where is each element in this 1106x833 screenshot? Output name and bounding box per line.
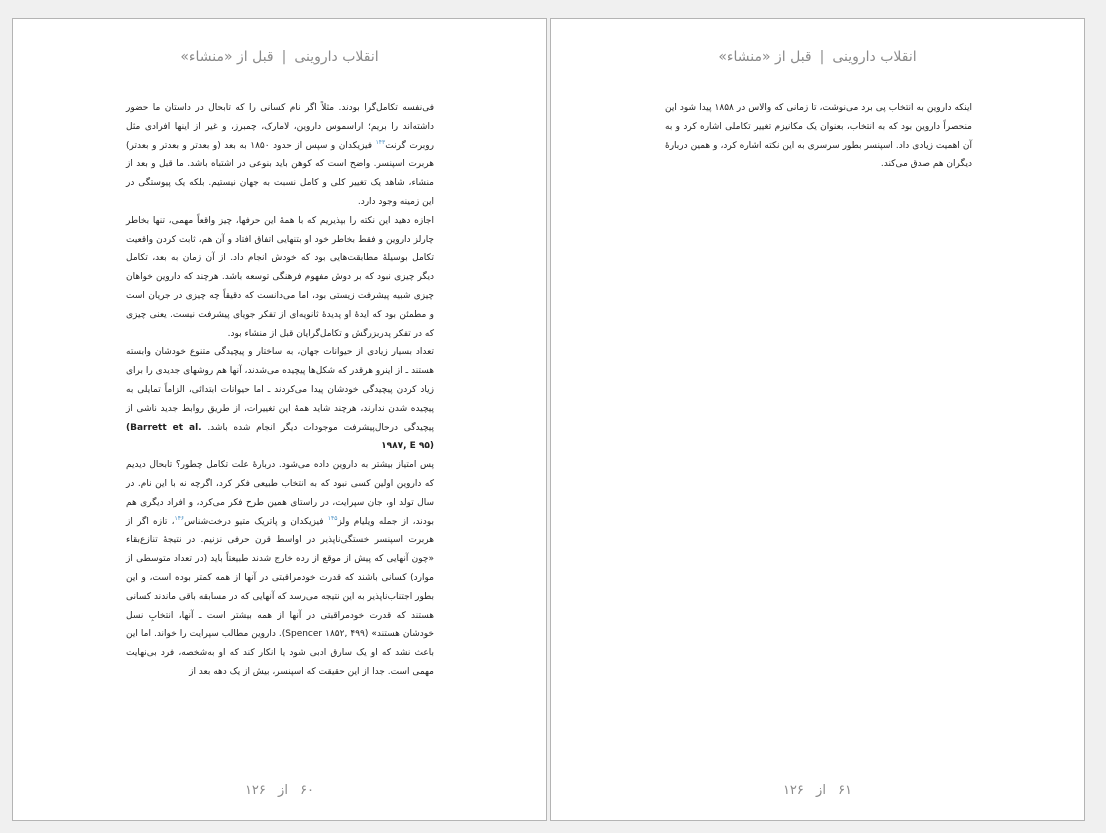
book-title: انقلاب داروینی	[832, 49, 917, 65]
book-title: انقلاب داروینی	[294, 49, 379, 65]
footnote-marker[interactable]: ۱۴۶	[174, 514, 185, 522]
of-label: از	[816, 783, 826, 798]
page-number: ۶۱	[838, 783, 853, 798]
paragraph: اجازه دهید این نکته را بپذیریم که با همهٔ این حرفها، چیز واقعاً مهمی، تنها بخاطر چارلز داروین و فقط بخاطر خود او بتنهایی اتفاق افتاد و آن هم، ثابت کردن واقعیت تکامل بوسیلهٔ مطابقت‌هایی بود که خودش انجام داد. از آن زمان به بعد، تکامل دیگر چیزی نبود که بر دوش مفهوم فرهنگی توسعه باشد. هرچند که داروین خواهان چیزی شبیه پیشرفت زیستی بود، اما می‌دانست که دقیقاً چه چیزی در جریان است و مطمئن بود که ایدهٔ او پدیدهٔ ثانویه‌ای از تفکر جویای پیشرفت نیست. یعنی چیزی که در تفکر پدربزرگش و تکامل‌گرایان قبل از منشاء بود.	[126, 215, 434, 339]
total-pages: ۱۲۶	[782, 783, 804, 798]
running-header	[13, 49, 546, 65]
paragraph: تعداد بسیار زیادی از حیوانات جهان، به ساختار و پیچیدگی متنوع خودشان وابسته هستند ـ از اینرو هرقدر که شکل‌ها پیچیده می‌شدند، آنها هم روشهای جدیدی را برای زیاد کردن پیچیدگی خودشان پیدا می‌کردند ـ اما حیوانات ابتدائی، الزاماً تمایلی به پیچیده شدن ندارند، هرچند شاید همهٔ این تغییرات، از طریق روابط جدید ناشی از پیچیدگی درحال‌پیشرفت موجودات دیگر انجام شده باشد. (Barrett et al. ۱۹۸۷, E ۹۵)	[126, 347, 434, 452]
page-number-footer	[551, 783, 1084, 798]
page-body	[126, 99, 434, 682]
citation: (Barrett et al. ۱۹۸۷, E ۹۵)	[126, 422, 434, 452]
chapter-title: قبل از «منشاء»	[180, 49, 274, 65]
paragraph: فی‌نفسه تکامل‌گرا بودند. مثلاً اگر نام کسانی را که تابحال در داستان ما حضور داشته‌اند را بریم؛ اراسموس داروین، لامارک، چمبرز، و غیر از اینها افرادی مثل روبرت گرنت$^{۱۴۳}$ فیزیکدان و سپس از حدود ۱۸۵۰ به بعد (و بعدتر و بعدتر و بعدتر) هربرت اسپنسر. واضح است که کوهن باید بنوعی در اشتباه باشد. ما قبل و بعد از منشاء، شاهد یک تغییر کلی و کامل نسبت به جهان نیستیم. بلکه یک پیوستگی در این زمینه وجود دارد.	[126, 103, 434, 207]
chapter-title: قبل از «منشاء»	[718, 49, 812, 65]
document-page-61	[550, 18, 1085, 821]
footnote-marker[interactable]: ۱۴۵	[327, 514, 338, 522]
paragraph: پس امتیاز بیشتر به داروین داده می‌شود. دربارهٔ علت تکامل چطور؟ تابحال دیدیم که داروین اولین کسی نبود که به انتخاب طبیعی فکر کرد، اگرچه نه با این نام. در سال تولد او، جان سپرایت، در راستای همین طرح فکر می‌کرد، و افراد دیگری هم بودند، از جمله ویلیام ولز$^{۱۴۵}$ فیزیکدان و پاتریک متیو درخت‌شناس$^{۱۴۶}$، تازه اگر از هربرت اسپنسر خستگی‌ناپذیر در اواسط قرن حرفی نزنیم. در نتیجهٔ تنازع‌بقاء «چون آنهایی که پیش از موقع از رده خارج شدند طبیعتاً باید (در تعداد متوسطی از موارد) کسانی باشند که قدرت خودمراقبتی در آنها از همه کمتر بوده است، و این بطور اجتناب‌ناپذیر به این نتیجه می‌رسد که آنهایی که در مسابقه باقی ماندند کسانی هستند که قدرت خودمراقبتی در آنها از همه بیشتر است ـ آنها، انتخابِ نسل خودشان هستند» (Spencer ۱۸۵۲, ۴۹۹). داروین مطالب سپرایت را خواند. اما این باعث نشد که او یک سارق ادبی شود یا انکار کند که او به‌شخصه، فرد بی‌نهایت مهمی است. جدا از این حقیقت که اسپنسر، بیش از یک دهه بعد از	[126, 460, 434, 677]
page-number-footer	[13, 783, 546, 798]
header-separator: |	[281, 49, 287, 65]
page-number: ۶۰	[300, 783, 315, 798]
page-body	[665, 99, 972, 174]
of-label: از	[278, 783, 288, 798]
document-page-60	[12, 18, 547, 821]
header-separator: |	[819, 49, 825, 65]
paragraph: اینکه داروین به انتخاب پی برد می‌نوشت، تا زمانی که والاس در ۱۸۵۸ پیدا شود این منحصراً داروین بود که به انتخاب، بعنوان یک مکانیزم تغییر تکاملی اشاره کرد و به آن اهمیت زیادی داد. اسپنسر بطور سرسری به این نکته اشاره کرد، و همین دربارهٔ دیگران هم صدق می‌کند.	[665, 103, 972, 170]
running-header	[551, 49, 1084, 65]
footnote-marker[interactable]: ۱۴۳	[375, 138, 386, 146]
total-pages: ۱۲۶	[244, 783, 266, 798]
